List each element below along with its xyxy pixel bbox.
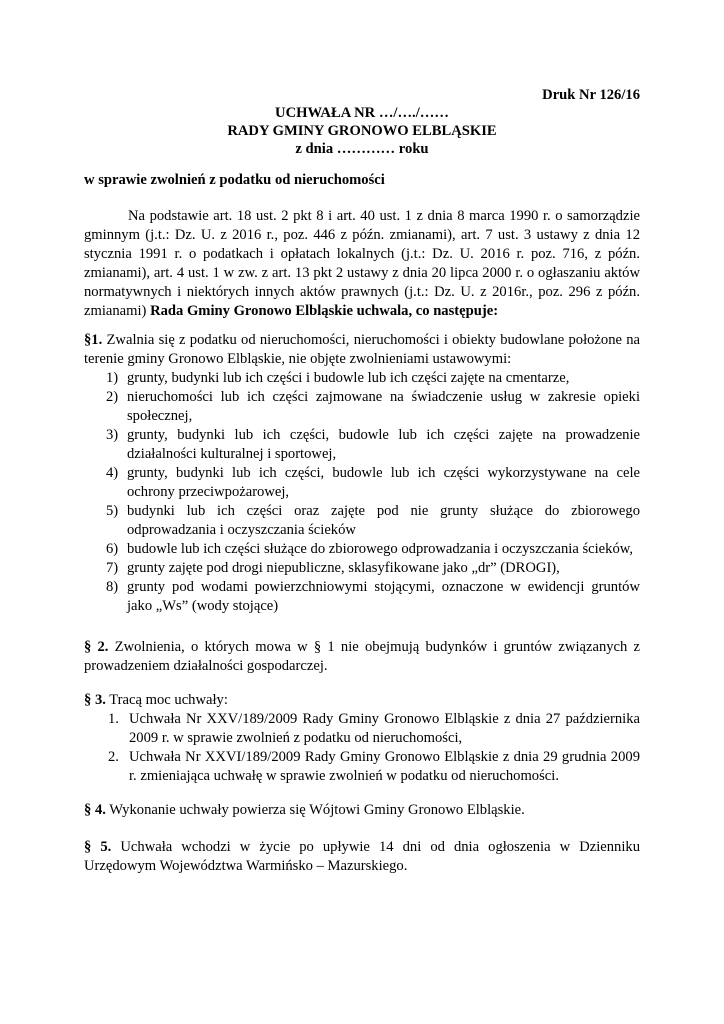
list-item: [84, 426, 640, 464]
section-1-intro: Zwalnia się z podatku od nieruchomości, nieruchomości i obiekty budowlane położone na terenie gminy Gronowo Elbląskie, nie objęte zwolnieniami ustawowymi:: [84, 332, 641, 367]
list-item-number: 7): [106, 560, 119, 576]
list-item-text: budowle lub ich części służące do zbiorowego odprowadzania i oczyszczania ścieków,: [127, 541, 633, 557]
section-1: [84, 331, 640, 616]
section-5-label: § 5.: [84, 839, 112, 855]
section-5: [84, 838, 640, 876]
list-item-number: 5): [106, 503, 119, 519]
list-item-text: grunty zajęte pod drogi niepubliczne, sklasyfikowane jako „dr” (DROGI),: [127, 560, 560, 576]
resolution-subject: w sprawie zwolnień z podatku od nieruchomości: [84, 172, 385, 188]
title-line-council: RADY GMINY GRONOWO ELBLĄSKIE: [227, 123, 497, 139]
list-item-number: 2.: [108, 749, 119, 765]
list-item-text: Uchwała Nr XXVI/189/2009 Rady Gminy Gronowo Elbląskie z dnia 29 grudnia 2009 r. zmieniająca uchwałę w sprawie zwolnień w podatku od nieruchomości.: [129, 749, 640, 784]
list-item-number: 1): [106, 370, 119, 386]
print-number: Druk Nr 126/16: [542, 87, 640, 103]
list-item: [84, 388, 640, 426]
list-item: [84, 369, 640, 388]
section-2: [84, 638, 640, 676]
list-item-text: grunty, budynki lub ich części, budowle lub ich części wykorzystywane na cele ochrony przeciwpożarowej,: [127, 465, 640, 500]
section-3-intro: Tracą moc uchwały:: [109, 692, 228, 708]
section-5-text: Uchwała wchodzi w życie po upływie 14 dni od dnia ogłoszenia w Dzienniku Urzędowym Województwa Warmińsko – Mazurskiego.: [84, 839, 641, 874]
section-3: [84, 691, 640, 786]
section-4-label: § 4.: [84, 802, 106, 818]
preamble-text: Na podstawie art. 18 ust. 2 pkt 8 i art. 40 ust. 1 z dnia 8 marca 1990 r. o samorządzie gminnym (j.t.: Dz. U. z 2016 r., poz. 446 z późn. zmianami), art. 7 ust. 3 ustawy z dnia 12 stycznia 1991 r. o podatkach i opłatach lokalnych (j.t.: Dz. U. 2016 r. poz. 716, z późn. zmianami), art. 4 ust. 1 w zw. z art. 13 pkt 2 ustawy z dnia 20 lipca 2000 r. o ogłaszaniu aktów normatywnych i niektórych innych aktów prawnych (j.t.: Dz. U. z 2016r., poz. 296 z późn. zmianami): [84, 208, 640, 319]
list-item: [84, 710, 640, 748]
list-item-number: 4): [106, 465, 119, 481]
list-item: [84, 748, 640, 786]
section-3-list: [84, 710, 640, 786]
section-4: [84, 801, 640, 820]
list-item-text: grunty pod wodami powierzchniowymi stojącymi, oznaczone w ewidencji gruntów jako „Ws” (wody stojące): [127, 579, 640, 614]
list-item: [84, 502, 640, 540]
list-item: [84, 559, 640, 578]
list-item-number: 8): [106, 579, 119, 595]
list-item-text: grunty, budynki lub ich części, budowle lub ich części zajęte na prowadzenie działalności kulturalnej i sportowej,: [127, 427, 640, 462]
section-2-text: Zwolnienia, o których mowa w § 1 nie obejmują budynków i gruntów związanych z prowadzeniem działalności gospodarczej.: [84, 639, 640, 674]
section-3-label: § 3.: [84, 692, 106, 708]
list-item-text: budynki lub ich części oraz zajęte pod nie grunty służące do zbiorowego odprowadzania i oczyszczania ścieków: [127, 503, 640, 538]
list-item: [84, 578, 640, 616]
preamble-bold-tail: Rada Gminy Gronowo Elbląskie uchwala, co następuje:: [150, 303, 499, 319]
section-1-list: [84, 369, 640, 616]
section-4-text: Wykonanie uchwały powierza się Wójtowi Gminy Gronowo Elbląskie.: [109, 802, 525, 818]
section-2-label: § 2.: [84, 639, 109, 655]
list-item-text: grunty, budynki lub ich części i budowle lub ich części zajęte na cmentarze,: [127, 370, 570, 386]
title-line-date: z dnia ………… roku: [295, 141, 429, 157]
list-item-text: Uchwała Nr XXV/189/2009 Rady Gminy Gronowo Elbląskie z dnia 27 października 2009 r. w sprawie zwolnień z podatku od nieruchomości,: [129, 711, 640, 746]
list-item: [84, 464, 640, 502]
list-item-number: 2): [106, 389, 119, 405]
title-line-number: UCHWAŁA NR …/…./……: [275, 105, 449, 121]
list-item-number: 6): [106, 541, 119, 557]
section-1-label: §1.: [84, 332, 103, 348]
list-item-number: 3): [106, 427, 119, 443]
preamble: [84, 207, 640, 321]
resolution-title: [84, 104, 640, 158]
list-item-number: 1.: [108, 711, 119, 727]
list-item-text: nieruchomości lub ich części zajmowane na świadczenie usług w zakresie opieki społecznej,: [127, 389, 640, 424]
list-item: [84, 540, 640, 559]
